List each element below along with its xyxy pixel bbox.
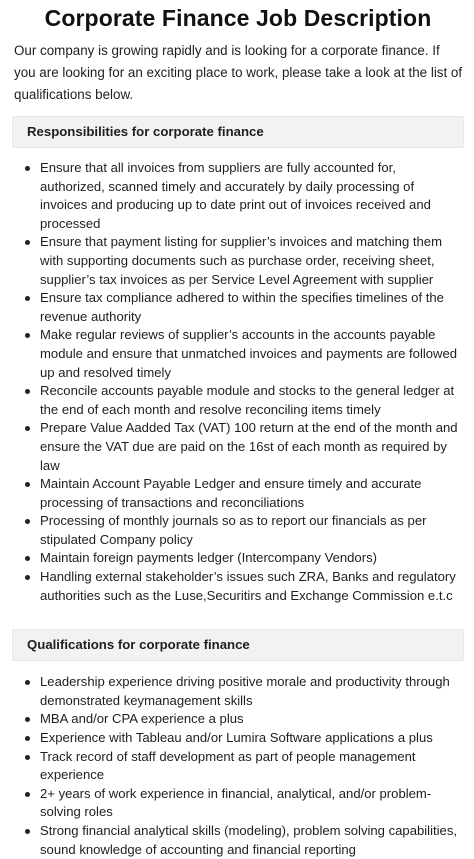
list-item: 2+ years of work experience in financial, analytical, and/or problem-solving roles [40,785,464,822]
list-item: Experience with Tableau and/or Lumira Software applications a plus [40,729,464,748]
list-item: Leadership experience driving positive morale and productivity through demonstrated keymanagement skills [40,673,464,710]
list-item: Maintain foreign payments ledger (Intercompany Vendors) [40,549,464,568]
list-item: Prepare Value Aadded Tax (VAT) 100 return at the end of the month and ensure the VAT due are paid on the 16st of each month as required by law [40,419,464,475]
qualifications-header: Qualifications for corporate finance [12,629,464,661]
list-item: MBA and/or CPA experience a plus [40,710,464,729]
list-item: Strong financial analytical skills (modeling), problem solving capabilities, sound knowledge of accounting and financial reporting [40,822,464,859]
intro-paragraph: Our company is growing rapidly and is looking for a corporate finance. If you are looking for an exciting place to work, please take a look at the list of qualifications below. [14,43,463,102]
responsibilities-header: Responsibilities for corporate finance [12,116,464,148]
list-item: Reconcile accounts payable module and stocks to the general ledger at the end of each month and resolve reconciling items timely [40,382,464,419]
list-item: Handling external stakeholder’s issues such ZRA, Banks and regulatory authorities such as the Luse,Securitirs and Exchange Commission e.t.c [40,568,464,605]
page-title: Corporate Finance Job Description [44,5,432,31]
list-item: Processing of monthly journals so as to report our financials as per stipulated Company policy [40,512,464,549]
qualifications-list [12,673,464,859]
list-item: Ensure that payment listing for supplier’s invoices and matching them with supporting documents such as purchase order, receiving sheet, supplier’s tax invoices as per Service Level Agreement with supplier [40,233,464,289]
responsibilities-list [12,159,464,605]
section-spacer [12,605,464,619]
list-item: Maintain Account Payable Ledger and ensure timely and accurate processing of transactions and reconciliations [40,475,464,512]
list-item: Make regular reviews of supplier’s accounts in the accounts payable module and ensure that unmatched invoices and payments are followed up and resolved timely [40,326,464,382]
list-item: Ensure that all invoices from suppliers are fully accounted for, authorized, scanned timely and accurately by daily processing of invoices and producing up to date print out of invoices received and processed [40,159,464,233]
list-item: Ensure tax compliance adhered to within the specifies timelines of the revenue authority [40,289,464,326]
list-item: Track record of staff development as part of people management experience [40,748,464,785]
